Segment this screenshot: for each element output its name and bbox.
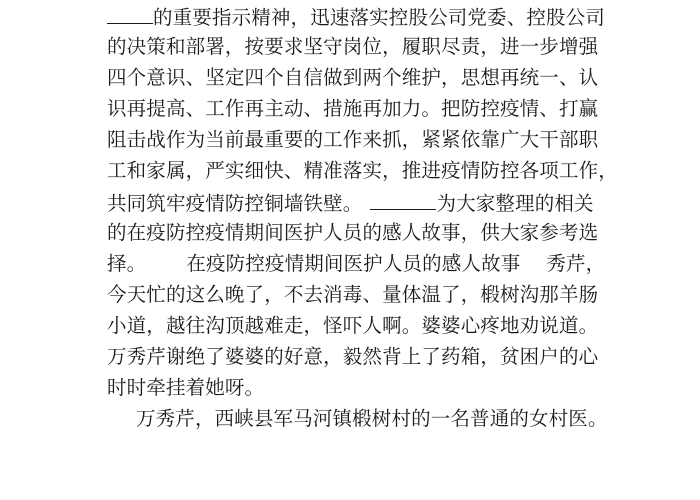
text-line-10: 择。 在疫防控疫情期间医护人员的感人故事 秀芹， — [107, 252, 606, 275]
blank-underline — [370, 189, 436, 210]
text-line-6: 工和家属，严实细快、精准落实，推进疫情防控各项工作， — [107, 159, 618, 182]
text-line-2: 的决策和部署，按要求坚守岗位，履职尽责，进一步增强 — [107, 35, 599, 58]
text-line-11: 今天忙的这么晚了，不去消毒、量体温了，椴树沟那羊肠 — [107, 283, 599, 306]
blank-underline — [107, 3, 153, 24]
text-line-13: 万秀芹谢绝了婆婆的好意，毅然背上了药箱，贫困户的心 — [107, 345, 599, 368]
text-line-1: 的重要指示精神，迅速落实控股公司党委、控股公司 — [107, 3, 593, 29]
text-line-3: 四个意识、坚定四个自信做到两个维护，思想再统一、认 — [107, 66, 599, 89]
text-line-4: 识再提高、工作再主动、措施再加力。把防控疫情、打赢 — [107, 97, 599, 120]
text-line-5: 阻击战作为当前最重要的工作来抓，紧紧依靠广大干部职 — [107, 128, 599, 151]
text-line-9: 的在疫防控疫情期间医护人员的感人故事，供大家参考选 — [107, 221, 599, 244]
text-line-7: 共同筑牢疫情防控铜墙铁壁。 为大家整理的相关 — [107, 189, 593, 215]
text-line-14: 时时牵挂着她呀。 — [107, 376, 265, 399]
text-line-12: 小道，越往沟顶越难走，怪吓人啊。婆婆心疼地劝说道。 — [107, 314, 599, 337]
story-title: 在疫防控疫情期间医护人员的感人故事 — [186, 252, 521, 275]
text-line-15: 万秀芹，西峡县军马河镇椴树村的一名普通的女村医。 — [136, 407, 608, 430]
